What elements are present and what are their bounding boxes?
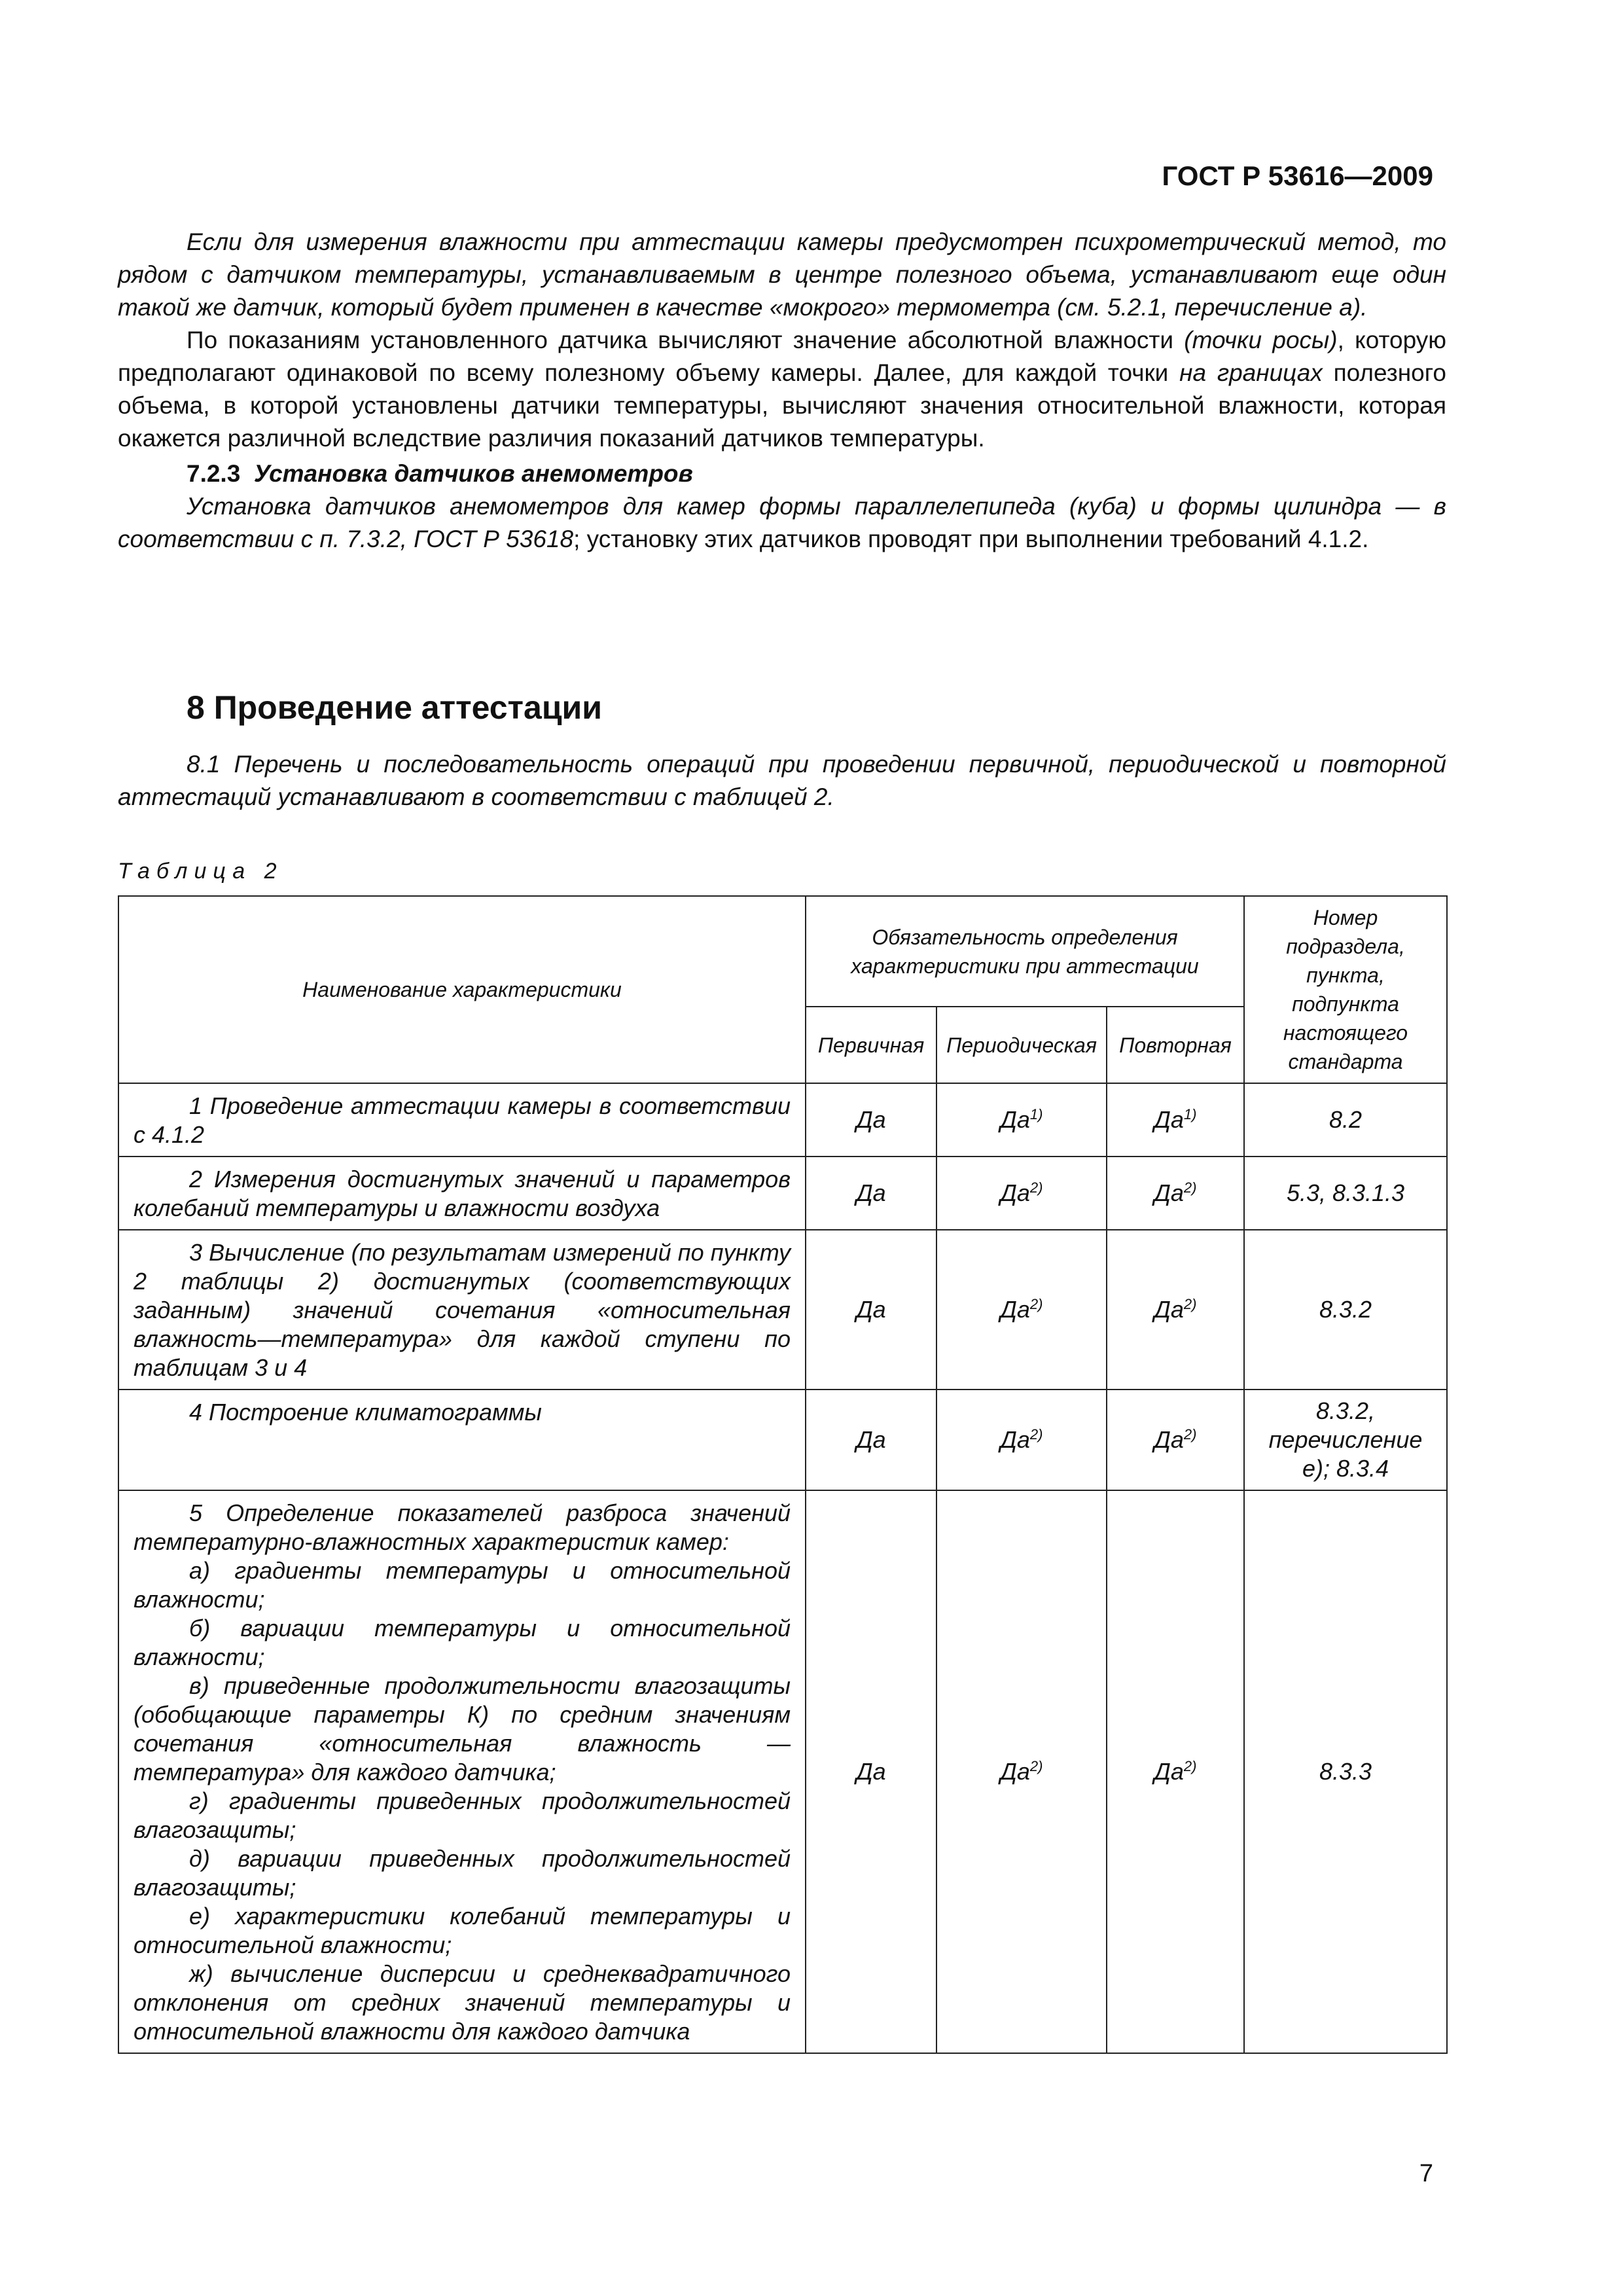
list-item: а) градиенты температуры и относительной влажности; (134, 1557, 791, 1613)
footnote-mark: 2) (1029, 1296, 1043, 1312)
footnote-mark: 1) (1183, 1106, 1197, 1122)
section-intro (118, 748, 1446, 814)
cell-value: Да (1000, 1426, 1030, 1453)
cell-reference: 8.3.3 (1244, 1490, 1447, 2053)
footnote-mark: 1) (1029, 1106, 1043, 1122)
row-name: 4 Построение климатограммы (189, 1399, 542, 1426)
cell-value: Да (1154, 1179, 1184, 1206)
footnote-mark: 2) (1183, 1426, 1197, 1443)
text-fragment: полезного объема, в которой установлены датчики температуры, вычисляют значения относительной влажности, которая окажется различной вследствие различия показаний датчиков температуры. (118, 359, 1446, 452)
cell-periodic (936, 1157, 1107, 1230)
cell-repeat (1107, 1083, 1244, 1157)
cell-primary: Да (806, 1230, 936, 1390)
document-id: ГОСТ Р 53616—2009 (1162, 160, 1433, 191)
list-item: д) вариации приведенных продолжительностей влагозащиты; (134, 1845, 791, 1901)
footnote-mark: 2) (1183, 1758, 1197, 1774)
footnote-mark: 2) (1029, 1758, 1043, 1774)
list-item: г) градиенты приведенных продолжительностей влагозащиты; (134, 1787, 791, 1843)
cell-primary: Да (806, 1157, 936, 1230)
cell-repeat (1107, 1157, 1244, 1230)
cell-periodic (936, 1083, 1107, 1157)
cell-value: Да (1000, 1179, 1030, 1206)
cell-primary: Да (806, 1490, 936, 2053)
page-number: 7 (1419, 2160, 1433, 2187)
row-name: 2 Измерения достигнутых значений и параметров колебаний температуры и влажности воздуха (134, 1166, 791, 1221)
section-title: 8 Проведение аттестации (187, 689, 603, 726)
cell-periodic (936, 1390, 1107, 1490)
cell-repeat (1107, 1230, 1244, 1390)
footnote-mark: 2) (1029, 1179, 1043, 1196)
cell-value: Да (1000, 1106, 1030, 1133)
table-row (118, 1083, 1447, 1157)
table-caption: Таблица 2 (118, 859, 283, 884)
cell-reference: 8.3.2 (1244, 1230, 1447, 1390)
list-item: е) характеристики колебаний температуры и относительной влажности; (134, 1903, 791, 1958)
header-reference: Номер подраздела, пункта, подпункта настоящего стандарта (1244, 896, 1447, 1083)
cell-value: Да (1154, 1758, 1184, 1785)
cell-value: Да (1000, 1296, 1030, 1323)
table-row (118, 1157, 1447, 1230)
cell-value: Да (1154, 1296, 1184, 1323)
cell-repeat (1107, 1490, 1244, 2053)
header-obligation: Обязательность определения характеристики при аттестации (806, 896, 1244, 1007)
row-name: 3 Вычисление (по результатам измерений по пункту 2 таблицы 2) достигнутых (соответствующих заданным) значений сочетания «относительная влажность—температура» для каждой ступени по таблицам 3 и 4 (134, 1239, 791, 1381)
table-row (118, 1230, 1447, 1390)
cell-value: Да (1154, 1426, 1184, 1453)
footnote-mark: 2) (1029, 1426, 1043, 1443)
header-name: Наименование характеристики (118, 896, 806, 1083)
list-item: в) приведенные продолжительности влагозащиты (обобщающие параметры К) по средним значениям сочетания «относительная влажность — температура» для каждого датчика; (134, 1672, 791, 1785)
header-primary: Первичная (806, 1007, 936, 1083)
text-fragment: По показаниям установленного датчика вычисляют значение абсолютной влажности (187, 327, 1185, 353)
text-fragment: ; установку этих датчиков проводят при выполнении требований 4.1.2. (573, 526, 1369, 552)
intro-text (118, 226, 1446, 556)
paragraph-8-1: 8.1 Перечень и последовательность операций при проведении первичной, периодической и повторной аттестаций устанавливают в соответствии с таблицей 2. (118, 751, 1446, 810)
operations-table (118, 895, 1448, 2054)
row-name: 1 Проведение аттестации камеры в соответствии с 4.1.2 (134, 1092, 791, 1148)
table-row (118, 1390, 1447, 1490)
cell-reference: 8.2 (1244, 1083, 1447, 1157)
cell-periodic (936, 1230, 1107, 1390)
footnote-mark: 2) (1183, 1179, 1197, 1196)
table-row (118, 1490, 1447, 2053)
header-periodic: Периодическая (936, 1007, 1107, 1083)
cell-periodic (936, 1490, 1107, 2053)
subsection-heading (118, 457, 1446, 490)
text-fragment-italic: (точки росы) (1184, 327, 1338, 353)
paragraph-anemometers (118, 490, 1446, 556)
text-fragment: , которую предполагают одинаковой по всему полезному объему камеры. Далее, для каждой точки (118, 327, 1447, 386)
cell-primary: Да (806, 1390, 936, 1490)
list-item: б) вариации температуры и относительной влажности; (134, 1615, 791, 1670)
text-fragment-italic: Установка датчиков анемометров для камер формы параллелепипеда (куба) и формы цилиндра — в соответствии с п. 7.3.2, ГОСТ Р 53618 (118, 493, 1446, 552)
cell-reference: 5.3, 8.3.1.3 (1244, 1157, 1447, 1230)
header-repeat: Повторная (1107, 1007, 1244, 1083)
paragraph-dew-point (118, 324, 1446, 455)
cell-value: Да (1154, 1106, 1184, 1133)
cell-value: Да (1000, 1758, 1030, 1785)
cell-reference: 8.3.2, перечисление е); 8.3.4 (1244, 1390, 1447, 1490)
row-name: 5 Определение показателей разброса значений температурно-влажностных характеристик камер: (134, 1499, 791, 1555)
subsection-number: 7.2.3 (187, 460, 241, 487)
list-item: ж) вычисление дисперсии и среднеквадратичного отклонения от средних значений температуры и относительной влажности для каждого датчика (134, 1960, 791, 2045)
subsection-title: Установка датчиков анемометров (253, 460, 693, 487)
text-fragment-italic: на границах (1179, 359, 1323, 386)
paragraph-psychrometric: Если для измерения влажности при аттестации камеры предусмотрен психрометрический метод, то рядом с датчиком температуры, устанавливаемым в центре полезного объема, устанавливают еще один такой же датчик, который будет применен в качестве «мокрого» термометра (см. 5.2.1, перечисление а). (118, 228, 1446, 321)
footnote-mark: 2) (1183, 1296, 1197, 1312)
cell-repeat (1107, 1390, 1244, 1490)
cell-primary: Да (806, 1083, 936, 1157)
